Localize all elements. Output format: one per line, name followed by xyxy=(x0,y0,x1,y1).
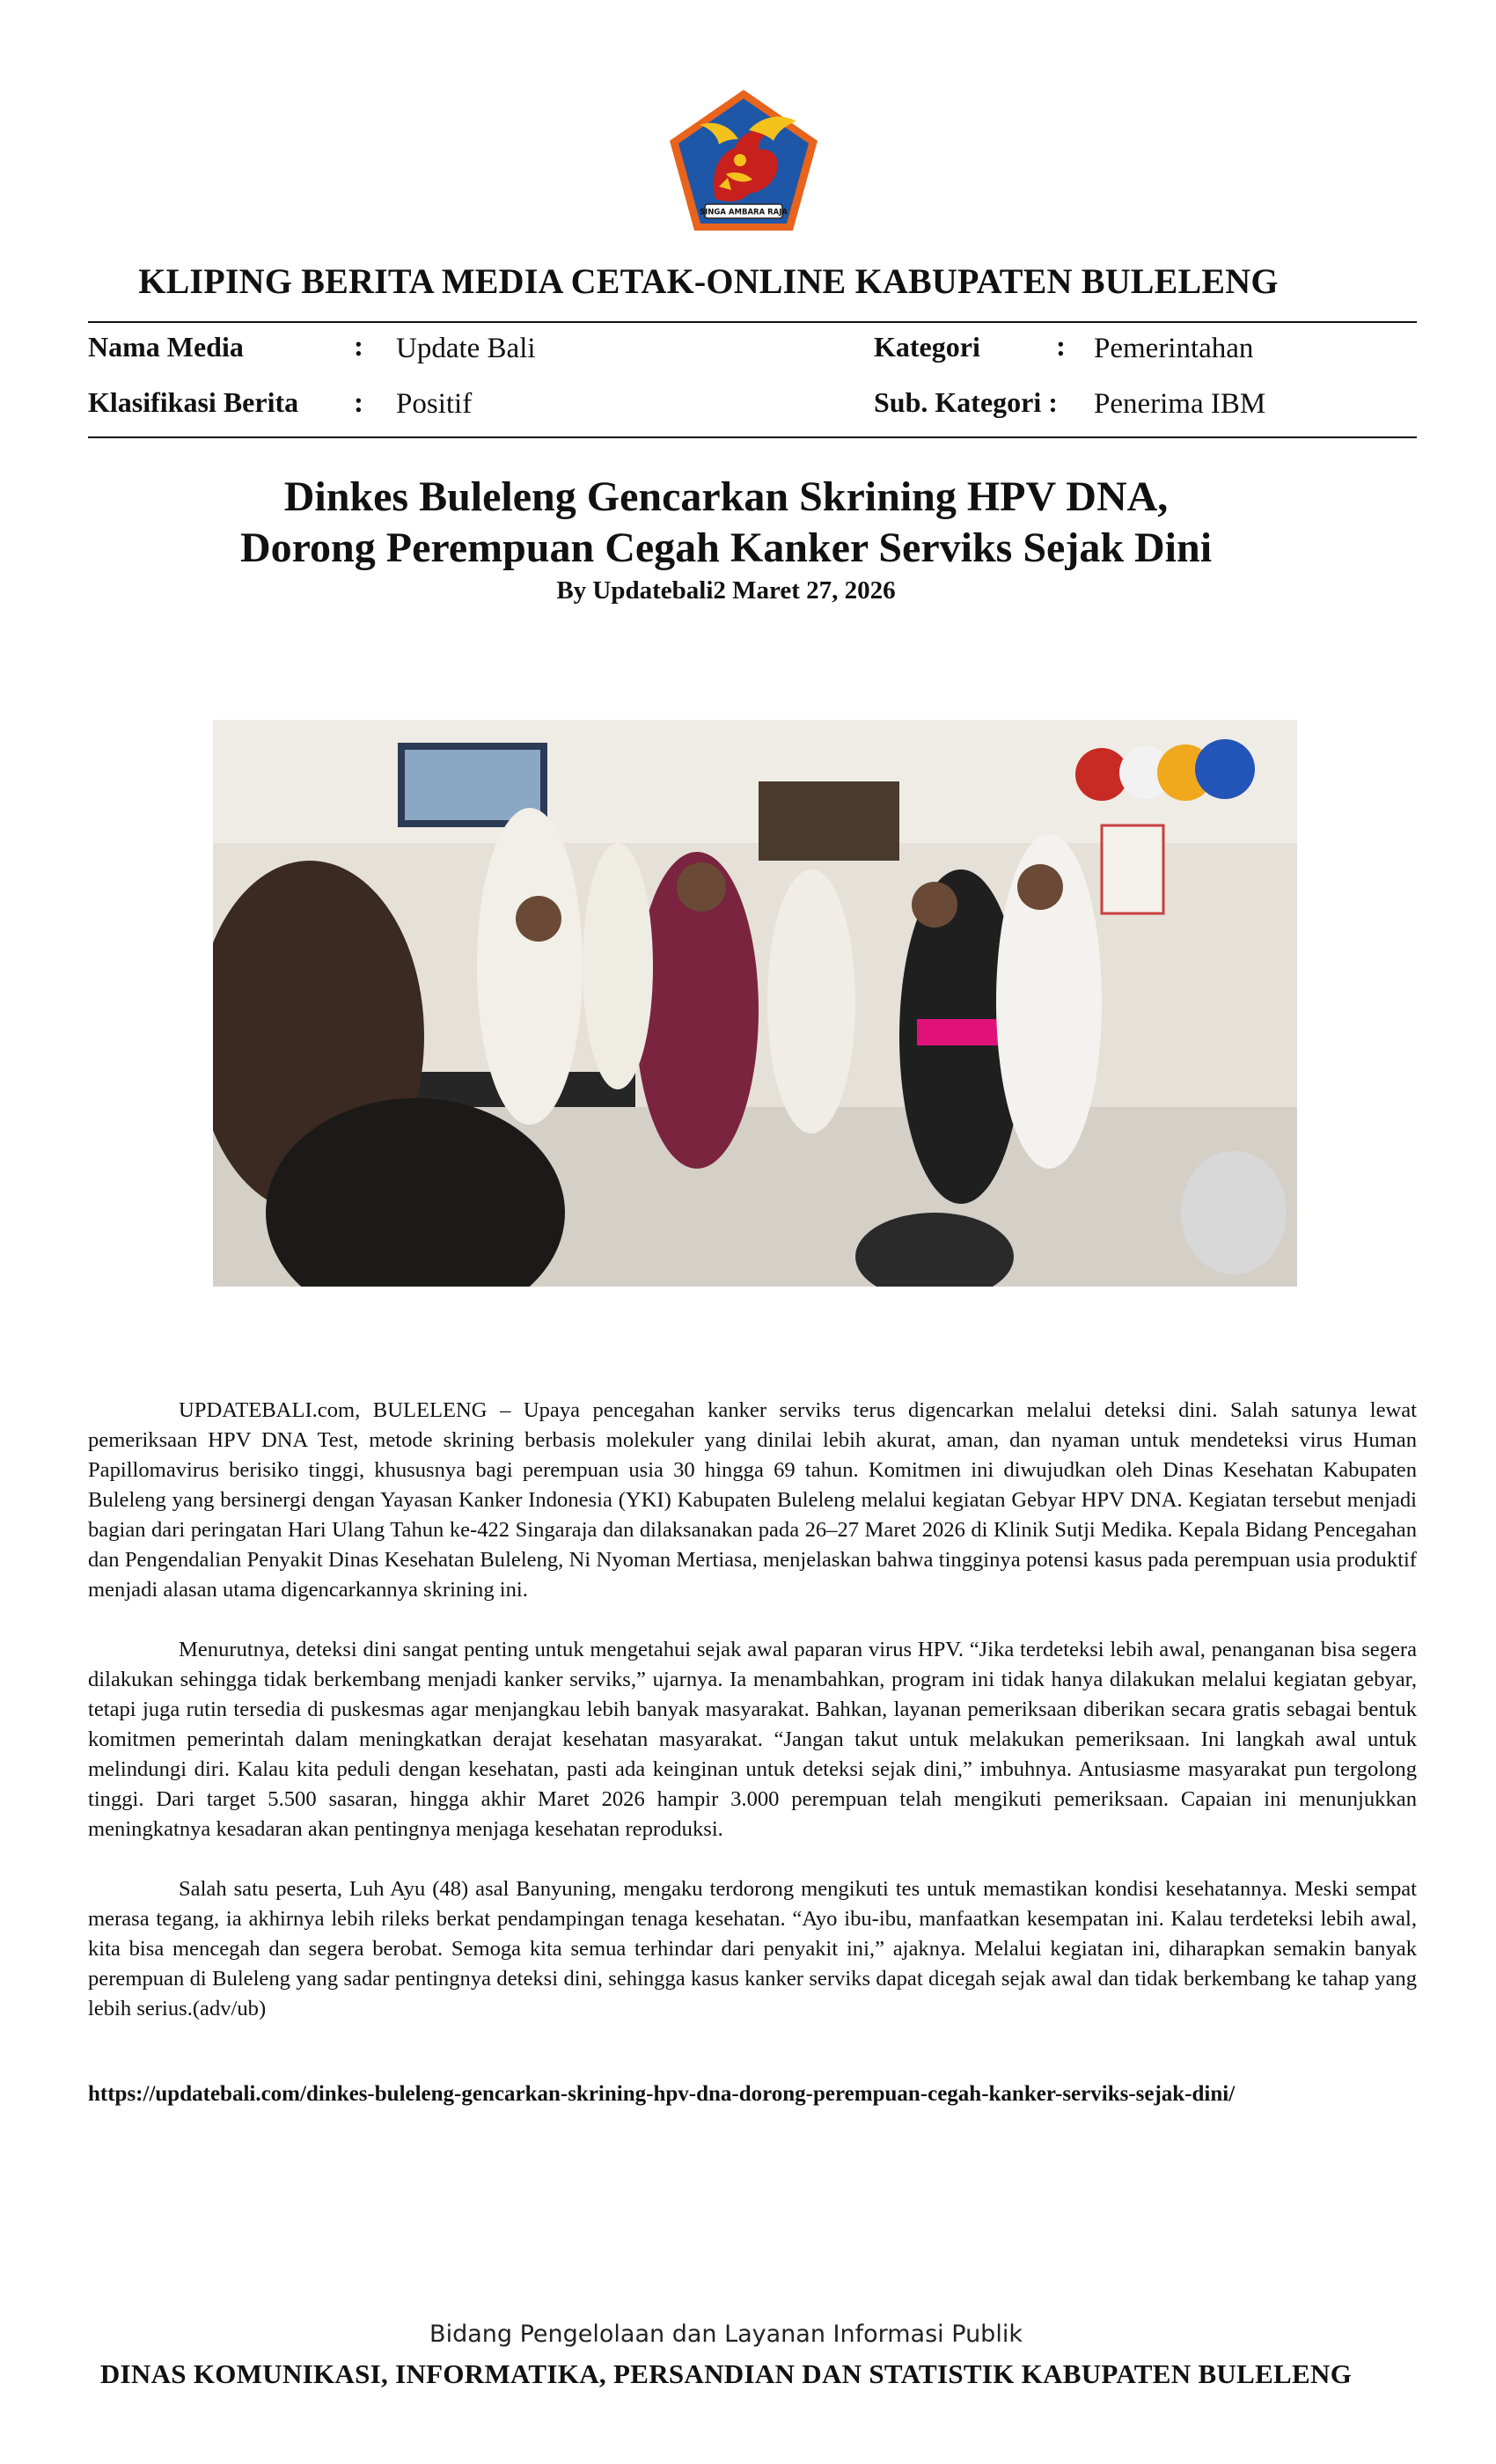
singa-ambara-raja-logo xyxy=(664,86,823,236)
source-url-link[interactable]: https://updatebali.com/dinkes-buleleng-gencarkan-skrining-hpv-dna-dorong-perempuan-cegah-kanker-serviks-sejak-dini/ xyxy=(88,2082,1236,2106)
colon-nama-media: : xyxy=(354,331,363,363)
label-kategori: Kategori xyxy=(874,331,980,363)
colon-klasifikasi-berita: : xyxy=(354,387,363,419)
label-klasifikasi-berita: Klasifikasi Berita xyxy=(88,386,299,418)
label-nama-media: Nama Media xyxy=(88,331,244,363)
headline-line-2: Dorong Perempuan Cegah Kanker Serviks Sejak Dini xyxy=(239,524,1213,571)
footer-agency: DINAS KOMUNIKASI, INFORMATIKA, PERSANDIAN DAN STATISTIK KABUPATEN BULELENG xyxy=(99,2358,1353,2389)
footer-department: Bidang Pengelolaan dan Layanan Informasi Publik xyxy=(429,2321,1023,2348)
document-title: KLIPING BERITA MEDIA CETAK-ONLINE KABUPATEN BULELENG xyxy=(138,261,1279,301)
value-sub-kategori: Penerima IBM xyxy=(1094,388,1266,420)
article-paragraph-3: Salah satu peserta, Luh Ayu (48) asal Banyuning, mengaku terdorong mengikuti tes untuk memastikan kondisi kesehatannya. Meski sempat merasa tegang, ia akhirnya lebih rileks berkat pendampingan tenaga kesehatan. “Ayo ibu-ibu, manfaatkan kesempatan ini. Kalau terdeteksi lebih awal, kita bisa mencegah dan segera berobat. Semoga kita semua terhindar dari penyakit ini,” ajaknya. Melalui kegiatan ini, diharapkan semakin banyak perempuan di Buleleng yang sadar pentingnya deteksi dini, sehingga kasus kanker serviks dapat dicegah sejak awal dan tidak berkembang ke tahap yang lebih serius.(adv/ub) xyxy=(88,1877,1417,2020)
article-paragraph-1: UPDATEBALI.com, BULELENG – Upaya pencegahan kanker serviks terus digencarkan melalui deteksi dini. Salah satunya lewat pemeriksaan HPV DNA Test, metode skrining berbasis molekuler yang dinilai lebih akurat, aman, dan nyaman untuk mendeteksi virus Human Papillomavirus berisiko tinggi, khususnya bagi perempuan usia 30 hingga 69 tahun. Komitmen ini diwujudkan oleh Dinas Kesehatan Kabupaten Buleleng yang bersinergi dengan Yayasan Kanker Indonesia (YKI) Kabupaten Buleleng melalui kegiatan Gebyar HPV DNA. Kegiatan tersebut menjadi bagian dari peringatan Hari Ulang Tahun ke-422 Singaraja dan dilaksanakan pada 26–27 Maret 2026 di Klinik Sutji Medika. Kepala Bidang Pencegahan dan Pengendalian Penyakit Dinas Kesehatan Buleleng, Ni Nyoman Mertiasa, menjelaskan bahwa tingginya potensi kasus pada perempuan usia produktif menjadi alasan utama digencarkannya skrining ini. xyxy=(88,1398,1417,1602)
headline-line-1: Dinkes Buleleng Gencarkan Skrining HPV DNA, xyxy=(283,473,1169,520)
article-headline xyxy=(0,472,1452,574)
logo-motto: SINGA AMBARA RAJA xyxy=(700,208,788,217)
article-paragraph-2: Menurutnya, deteksi dini sangat penting untuk mengetahui sejak awal paparan virus HPV. “Jika terdeteksi lebih awal, penanganan bisa segera dilakukan sehingga tidak berkembang menjadi kanker serviks,” ujarnya. Ia menambahkan, program ini tidak hanya dilakukan melalui kegiatan gebyar, tetapi juga rutin tersedia di puskesmas agar menjangkau lebih banyak masyarakat. Bahkan, layanan pemeriksaan diberikan secara gratis sebagai bentuk komitmen pemerintah dalam meningkatkan derajat kesehatan masyarakat. “Jangan takut untuk melakukan pemeriksaan. Ini langkah awal untuk melindungi diri. Kalau kita peduli dengan kesehatan, pasti ada keinginan untuk deteksi sejak dini,” imbuhnya. Antusiasme masyarakat pun tergolong tinggi. Dari target 5.500 sasaran, hingga akhir Maret 2026 hampir 3.000 perempuan telah mengikuti pemeriksaan. Capaian ini menunjukkan meningkatnya kesadaran akan pentingnya menjaga kesehatan reproduksi. xyxy=(88,1638,1417,1841)
wall-poster xyxy=(759,781,899,861)
value-nama-media: Update Bali xyxy=(396,333,536,364)
header-rule-bottom xyxy=(88,436,1417,438)
colon-kategori: : xyxy=(1056,331,1066,363)
article-body xyxy=(88,1396,1417,2054)
article-photo xyxy=(213,720,1297,1287)
label-sub-kategori: Sub. Kategori : xyxy=(874,386,1058,418)
value-kategori: Pemerintahan xyxy=(1094,333,1254,364)
article-byline: By Updatebali2 Maret 27, 2026 xyxy=(556,576,896,605)
person-in-white xyxy=(477,808,583,1125)
header-rule-top xyxy=(88,321,1417,323)
value-klasifikasi-berita: Positif xyxy=(396,388,473,420)
